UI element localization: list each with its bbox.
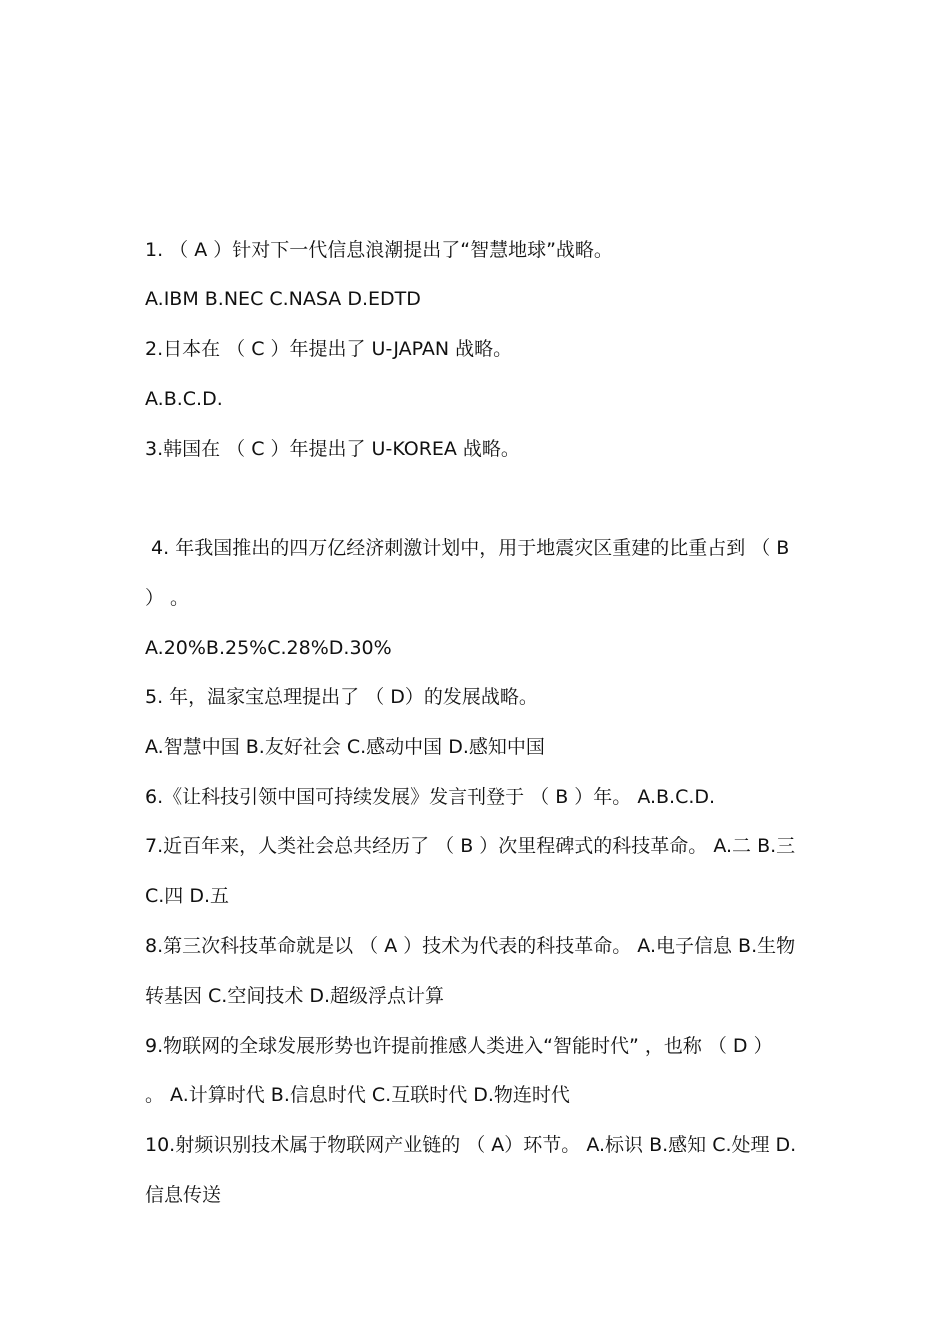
question-6: 6.《让科技引领中国可持续发展》发言刊登于 （ B ）年。 A.B.C.D. — [145, 786, 716, 808]
question-10: 10.射频识别技术属于物联网产业链的 （ A）环节。 A.标识 B.感知 C.处理 D. — [145, 1134, 797, 1156]
question-7-continued: C.四 D.五 — [145, 885, 230, 907]
question-2: 2.日本在 （ C ）年提出了 U-JAPAN 战略。 — [145, 338, 513, 360]
question-4: 4. 年我国推出的四万亿经济刺激计划中，用于地震灾区重建的比重占到 （ B — [145, 537, 790, 559]
question-9: 9.物联网的全球发展形势也许提前推感人类进入“智能时代” ，也称 （ D ） — [145, 1035, 773, 1057]
question-8-continued: 转基因 C.空间技术 D.超级浮点计算 — [145, 985, 445, 1007]
question-5: 5. 年，温家宝总理提出了 （ D）的发展战略。 — [145, 686, 538, 708]
question-7: 7.近百年来，人类社会总共经历了 （ B ）次里程碑式的科技革命。 A.二 B.三 — [145, 835, 796, 857]
question-4-continued: ） 。 — [145, 587, 190, 609]
question-9-continued: 。 A.计算时代 B.信息时代 C.互联时代 D.物连时代 — [145, 1084, 570, 1106]
question-4-options: A.20%B.25%C.28%D.30% — [145, 637, 392, 659]
question-1-options: A.IBM B.NEC C.NASA D.EDTD — [145, 288, 421, 310]
question-1: 1. （ A ）针对下一代信息浪潮提出了“智慧地球”战略。 — [145, 239, 613, 261]
question-8: 8.第三次科技革命就是以 （ A ）技术为代表的科技革命。 A.电子信息 B.生物 — [145, 935, 796, 957]
question-10-continued: 信息传送 — [145, 1184, 222, 1206]
question-3: 3.韩国在 （ C ）年提出了 U-KOREA 战略。 — [145, 438, 520, 460]
question-2-options: A.B.C.D. — [145, 388, 223, 410]
question-5-options: A.智慧中国 B.友好社会 C.感动中国 D.感知中国 — [145, 736, 545, 758]
